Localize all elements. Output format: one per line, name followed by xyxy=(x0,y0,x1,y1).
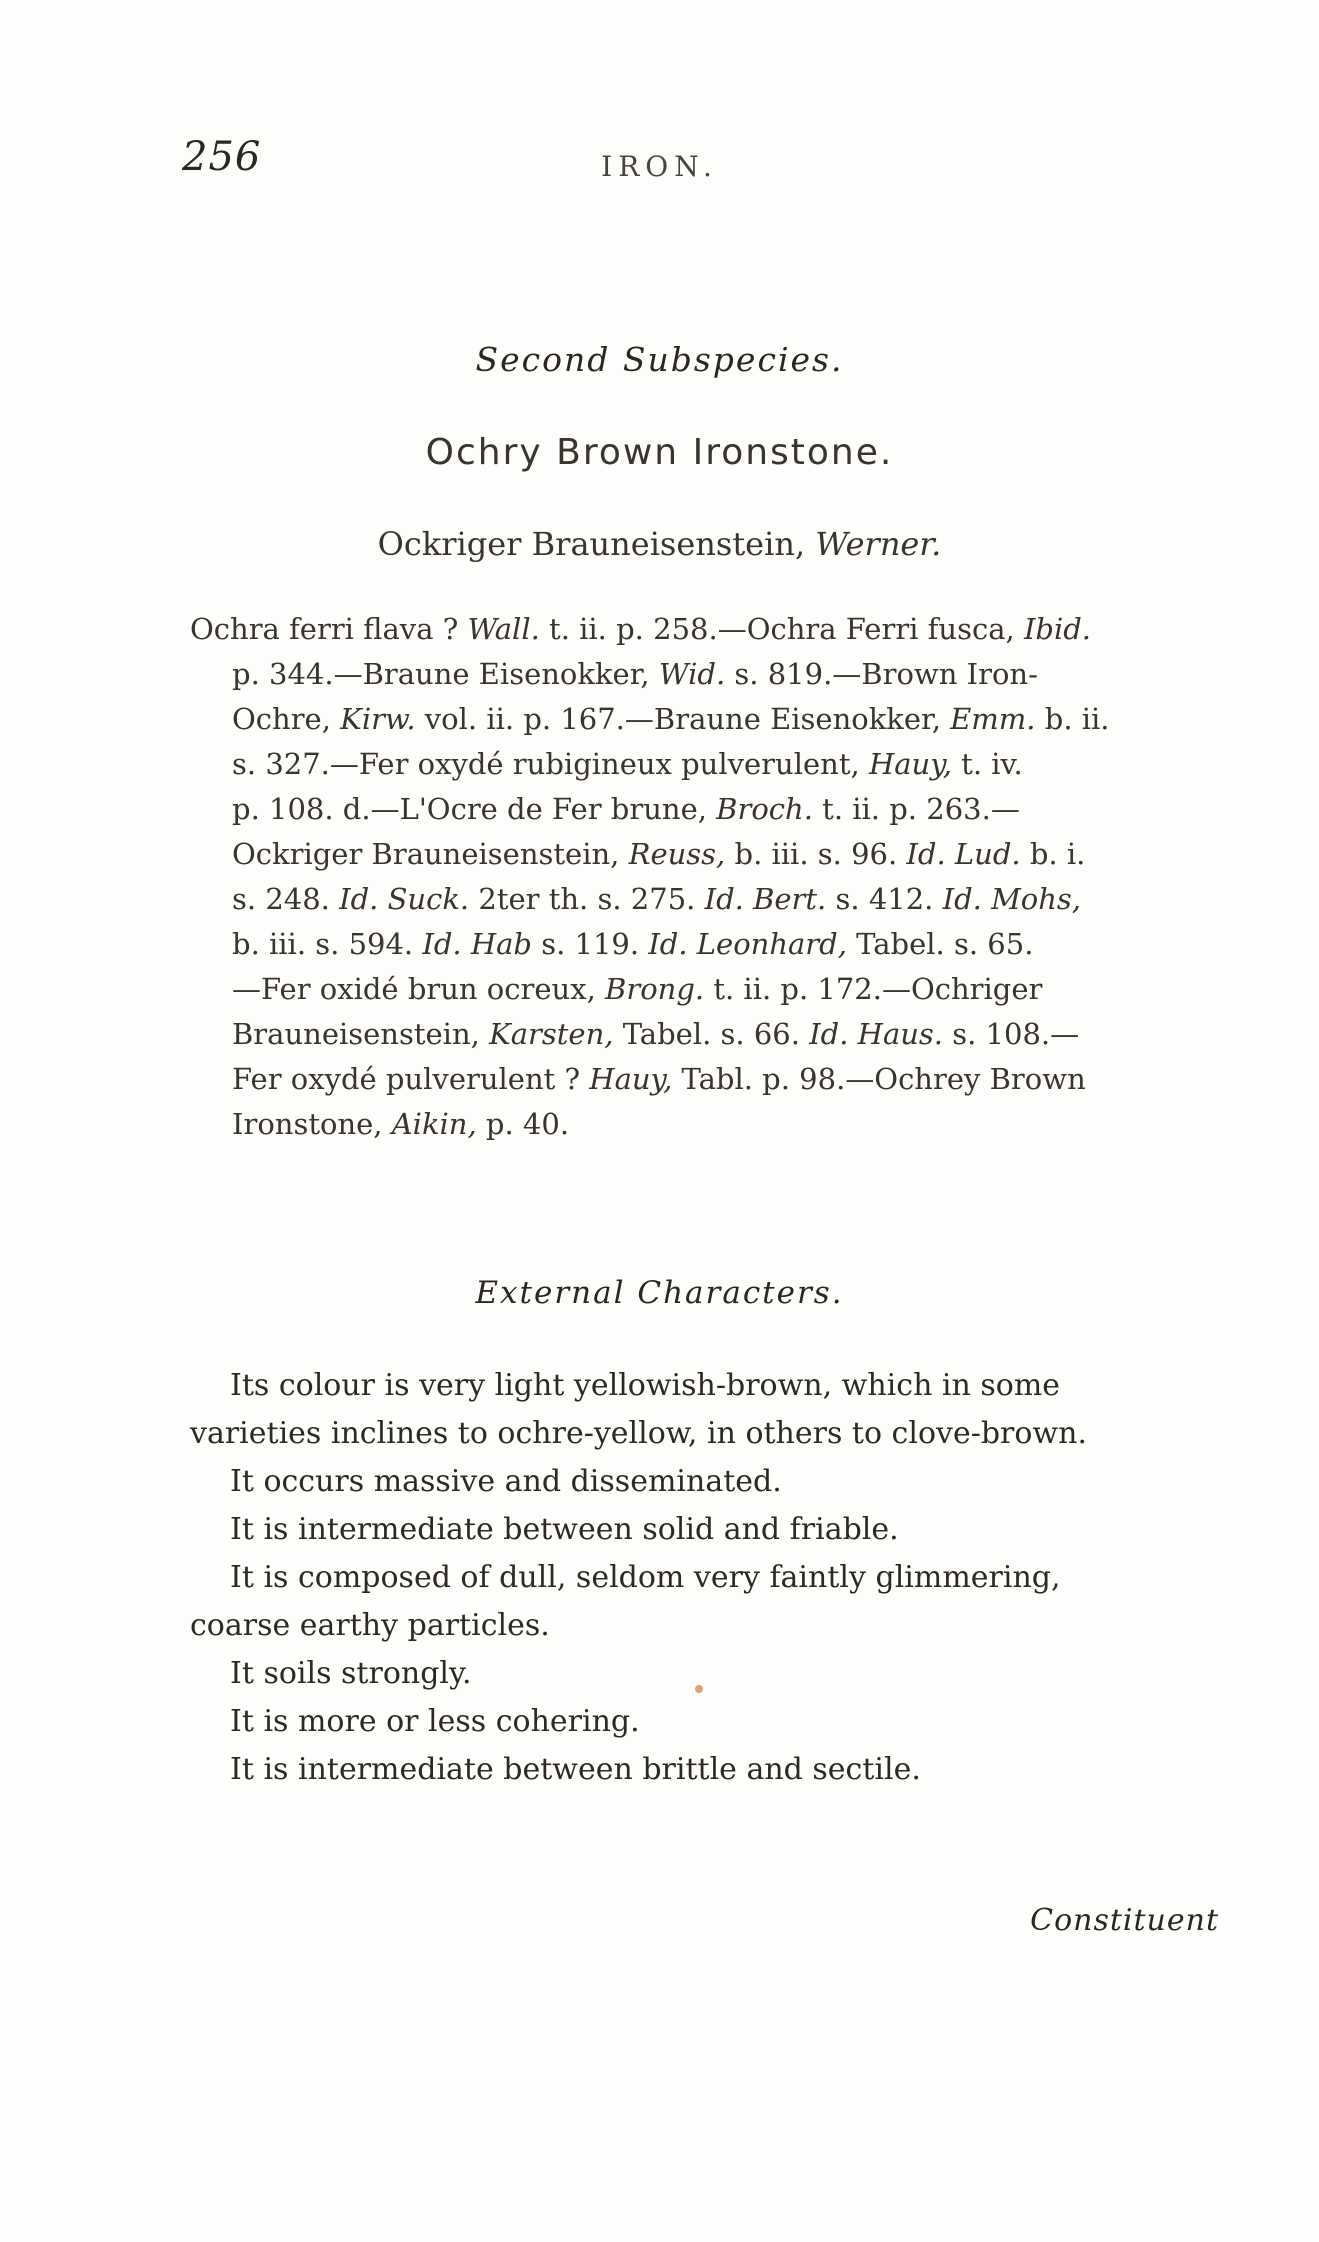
catchword: Constituent xyxy=(1030,1903,1219,1938)
characters-line: It is intermediate between brittle and sectile. xyxy=(230,1752,921,1787)
ink-spot xyxy=(695,1685,703,1693)
synonymy-line: p. 108. d.—L'Ocre de Fer brune, Broch. t. ii. p. 263.— xyxy=(232,792,1020,826)
synonymy-line: Ochra ferri flava ? Wall. t. ii. p. 258.—Ochra Ferri fusca, Ibid. xyxy=(190,612,1092,646)
page-number: 256 xyxy=(182,134,262,180)
characters-line: It is more or less cohering. xyxy=(230,1704,640,1739)
subspecies-heading: Second Subspecies. xyxy=(475,340,844,379)
characters-line: Its colour is very light yellowish-brown, which in some xyxy=(230,1368,1061,1403)
synonymy-paragraph xyxy=(190,607,1210,1147)
characters-line: varieties inclines to ochre-yellow, in others to clove-brown. xyxy=(190,1416,1087,1451)
german-name xyxy=(0,525,1319,563)
characters-line: It occurs massive and disseminated. xyxy=(230,1464,782,1499)
characters-line: It is intermediate between solid and friable. xyxy=(230,1512,899,1547)
german-name-author: Werner. xyxy=(815,525,942,563)
synonymy-line: —Fer oxidé brun ocreux, Brong. t. ii. p. 172.—Ochriger xyxy=(232,972,1043,1006)
synonymy-line: Fer oxydé pulverulent ? Hauy, Tabl. p. 98.—Ochrey Brown xyxy=(232,1062,1086,1096)
characters-line: coarse earthy particles. xyxy=(190,1608,550,1643)
characters-line: It soils strongly. xyxy=(230,1656,472,1691)
running-title: IRON. xyxy=(601,150,718,183)
external-characters-heading: External Characters. xyxy=(475,1275,844,1311)
synonymy-line: Ockriger Brauneisenstein, Reuss, b. iii. s. 96. Id. Lud. b. i. xyxy=(232,837,1086,871)
synonymy-line: s. 248. Id. Suck. 2ter th. s. 275. Id. Bert. s. 412. Id. Mohs, xyxy=(232,882,1081,916)
external-characters-paragraph xyxy=(190,1362,1220,1794)
synonymy-line: s. 327.—Fer oxydé rubigineux pulverulent, Hauy, t. iv. xyxy=(232,747,1023,781)
synonymy-line: Ironstone, Aikin, p. 40. xyxy=(232,1107,570,1141)
synonymy-line: Ochre, Kirw. vol. ii. p. 167.—Braune Eisenokker, Emm. b. ii. xyxy=(232,702,1110,736)
synonymy-line: b. iii. s. 594. Id. Hab s. 119. Id. Leonhard, Tabel. s. 65. xyxy=(232,927,1034,961)
characters-line: It is composed of dull, seldom very faintly glimmering, xyxy=(230,1560,1061,1595)
synonymy-line: p. 344.—Braune Eisenokker, Wid. s. 819.—Brown Iron- xyxy=(232,657,1038,691)
german-name-text: Ockriger Brauneisenstein, xyxy=(377,525,806,563)
synonymy-line: Brauneisenstein, Karsten, Tabel. s. 66. Id. Haus. s. 108.— xyxy=(232,1017,1080,1051)
species-title: Ochry Brown Ironstone. xyxy=(425,432,894,473)
